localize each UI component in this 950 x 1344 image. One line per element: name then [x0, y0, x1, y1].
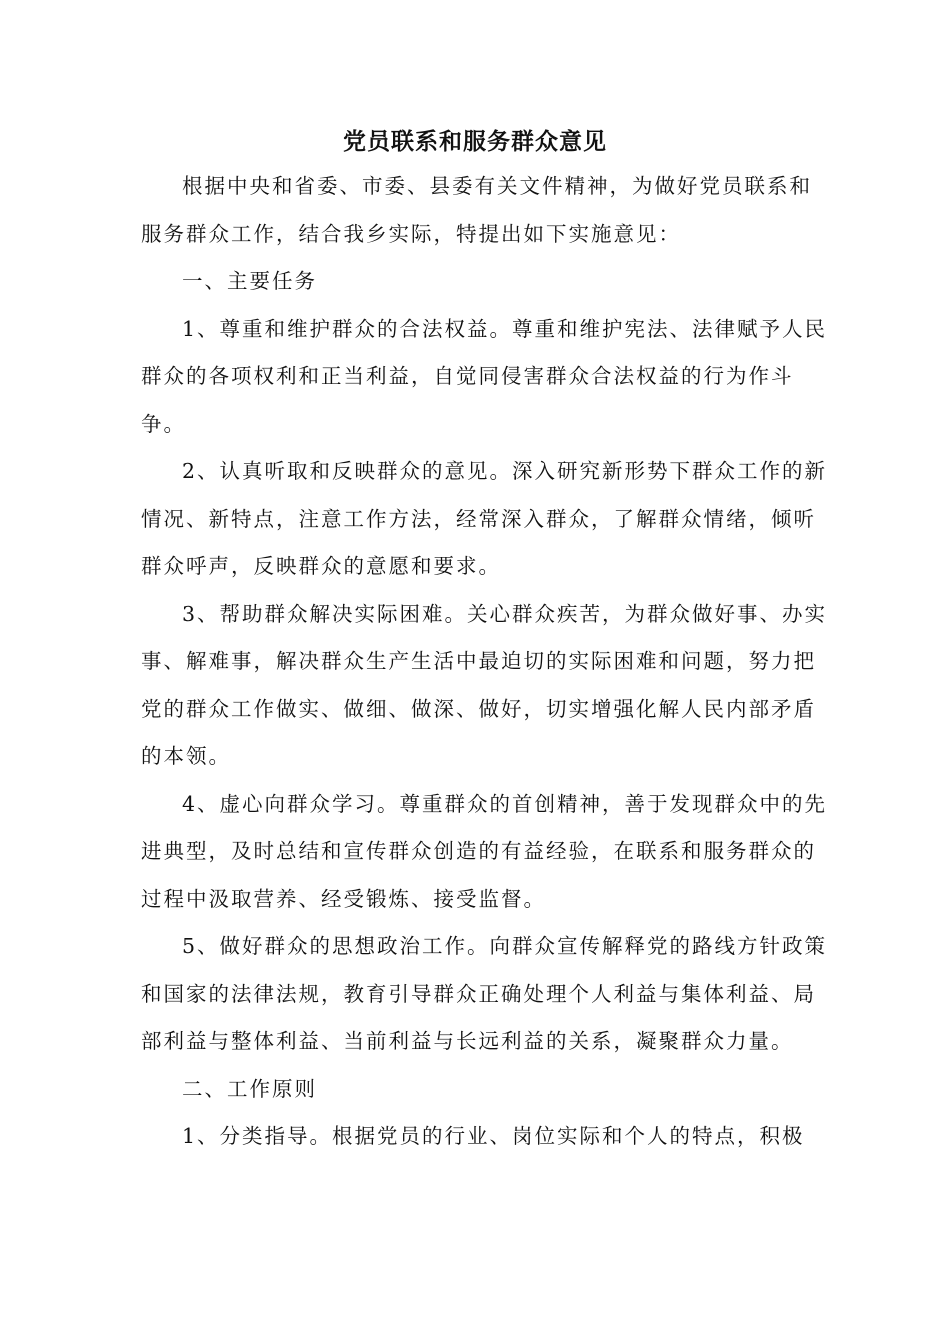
task-paragraph-2: 2、认真听取和反映群众的意见。深入研究新形势下群众工作的新情况、新特点，注意工作方法，经常深入群众，了解群众情绪，倾听群众呼声，反映群众的意愿和要求。 — [141, 459, 828, 578]
document-body — [141, 163, 831, 1161]
principle-paragraph-1: 1、分类指导。根据党员的行业、岗位实际和个人的特点，积极 — [182, 1124, 805, 1148]
task-paragraph-3: 3、帮助群众解决实际困难。关心群众疾苦，为群众做好事、办实事、解难事，解决群众生产生活中最迫切的实际困难和问题，努力把党的群众工作做实、做细、做深、做好，切实增强化解人民内部矛盾的本领。 — [141, 601, 828, 768]
task-paragraph-5: 5、做好群众的思想政治工作。向群众宣传解释党的路线方针政策和国家的法律法规，教育引导群众正确处理个人利益与集体利益、局部利益与整体利益、当前利益与长远利益的关系，凝聚群众力量。 — [141, 934, 828, 1053]
section-heading-main-tasks: 一、主要任务 — [182, 269, 317, 293]
task-paragraph-4: 4、虚心向群众学习。尊重群众的首创精神，善于发现群众中的先进典型，及时总结和宣传群众创造的有益经验，在联系和服务群众的过程中汲取营养、经受锻炼、接受监督。 — [141, 791, 828, 911]
section-heading-work-principles: 二、工作原则 — [182, 1076, 317, 1101]
intro-paragraph: 根据中央和省委、市委、县委有关文件精神，为做好党员联系和服务群众工作，结合我乡实际，特提出如下实施意见： — [141, 174, 812, 246]
task-paragraph-1: 1、尊重和维护群众的合法权益。尊重和维护宪法、法律赋予人民群众的各项权利和正当利益，自觉同侵害群众合法权益的行为作斗争。 — [141, 316, 828, 436]
document-title: 党员联系和服务群众意见 — [343, 128, 607, 155]
